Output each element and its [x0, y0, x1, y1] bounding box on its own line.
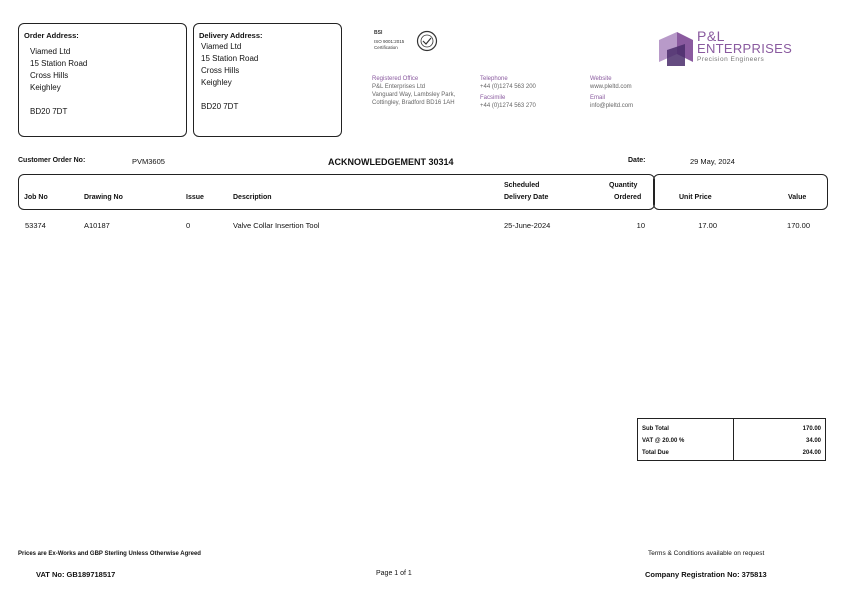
col-ordered: Ordered: [614, 194, 642, 201]
customer-order-value: PVM3605: [132, 157, 165, 166]
email-title: Email: [590, 95, 606, 101]
delivery-address-line: Cross Hills: [201, 66, 240, 75]
col-quantity: Quantity: [609, 182, 638, 189]
facsimile-value: +44 (0)1274 563 270: [480, 103, 536, 109]
registered-office-line: Vanguard Way, Lambsley Park,: [372, 92, 456, 98]
website-value: www.pleltd.com: [590, 84, 632, 90]
col-delivery-date: Delivery Date: [504, 194, 549, 201]
order-address-line: [30, 94, 87, 106]
delivery-address-line: BD20 7DT: [201, 102, 239, 111]
cell-drawing-no: A10187: [84, 221, 110, 230]
col-scheduled: Scheduled: [504, 182, 540, 189]
total-due-label: Total Due: [642, 450, 669, 456]
col-description: Description: [233, 194, 272, 201]
delivery-address-title: Delivery Address:: [199, 31, 263, 40]
order-address-line: 15 Station Road: [30, 59, 88, 68]
col-issue: Issue: [186, 194, 204, 201]
prices-note: Prices are Ex-Works and GBP Sterling Unless Otherwise Agreed: [18, 551, 201, 557]
registered-office: [372, 75, 477, 107]
order-address-line: Cross Hills: [30, 71, 69, 80]
delivery-address-line: Viamed Ltd: [201, 42, 242, 51]
delivery-address-line: [201, 89, 258, 101]
order-address-line: Viamed Ltd: [30, 47, 71, 56]
sub-total-value: 170.00: [802, 426, 821, 432]
website-title: Website: [590, 76, 612, 82]
telephone-block: [480, 75, 580, 110]
order-address-line: BD20 7DT: [30, 107, 68, 116]
cell-issue: 0: [186, 221, 191, 230]
page-number: Page 1 of 1: [376, 570, 412, 577]
col-unit-price: Unit Price: [679, 194, 712, 201]
cert-seal-icon: [416, 30, 438, 52]
document-title: ACKNOWLEDGEMENT 30314: [328, 157, 454, 167]
logo-line2: ENTERPRISES: [697, 41, 793, 56]
date-value: 29 May, 2024: [690, 157, 735, 166]
logo-tagline: Precision Engineers: [697, 56, 765, 63]
facsimile-title: Facsimile: [480, 95, 506, 101]
delivery-address-line: Keighley: [201, 78, 232, 87]
cell-unit-price: 17.00: [698, 221, 717, 230]
vat-number: VAT No: GB189718517: [36, 570, 116, 579]
email-value: info@pleltd.com: [590, 103, 634, 109]
cert-badge-line2: ISO 9001:2015: [374, 39, 405, 44]
cert-badge-line1: BSI: [374, 30, 383, 36]
customer-order-label: Customer Order No:: [18, 157, 86, 164]
cell-delivery-date: 25-June-2024: [504, 221, 551, 230]
order-address-title: Order Address:: [24, 31, 79, 40]
company-logo: [657, 28, 797, 70]
order-address-line: Keighley: [30, 83, 61, 92]
logo-line1: P&L: [697, 28, 725, 44]
col-job-no: Job No: [24, 194, 48, 201]
col-drawing-no: Drawing No: [84, 194, 123, 201]
telephone-title: Telephone: [480, 76, 508, 82]
col-value: Value: [788, 194, 807, 201]
registered-office-line: P&L Enterprises Ltd: [372, 84, 426, 90]
table-header-left: [18, 174, 655, 210]
delivery-address-line: 15 Station Road: [201, 54, 259, 63]
vat-label: VAT @ 20.00 %: [642, 438, 685, 444]
registered-office-title: Registered Office: [372, 76, 419, 82]
vat-value: 34.00: [805, 438, 821, 444]
terms-note: Terms & Conditions available on request: [648, 550, 765, 557]
website-block: [590, 75, 670, 110]
cell-description: Valve Collar Insertion Tool: [233, 221, 320, 230]
order-address-box: [18, 23, 187, 137]
table-header-right: [653, 174, 828, 210]
cell-quantity: 10: [636, 221, 645, 230]
logo-mark-icon: [657, 30, 695, 68]
certification-badge: [372, 28, 442, 56]
totals-box: [637, 418, 826, 461]
totals-divider: [733, 419, 734, 460]
delivery-address-box: [193, 23, 342, 137]
total-due-value: 204.00: [802, 450, 821, 456]
registered-office-line: Cottingley, Bradford BD16 1AH: [372, 100, 455, 106]
delivery-address-lines: [201, 41, 258, 113]
cert-badge-line3: Certification: [374, 45, 398, 50]
cell-value: 170.00: [787, 221, 810, 230]
company-registration: Company Registration No: 375813: [645, 570, 767, 579]
telephone-value: +44 (0)1274 563 200: [480, 84, 536, 90]
date-label: Date:: [628, 157, 646, 164]
cell-job-no: 53374: [25, 221, 46, 230]
order-address-lines: [30, 46, 87, 118]
sub-total-label: Sub Total: [642, 426, 669, 432]
